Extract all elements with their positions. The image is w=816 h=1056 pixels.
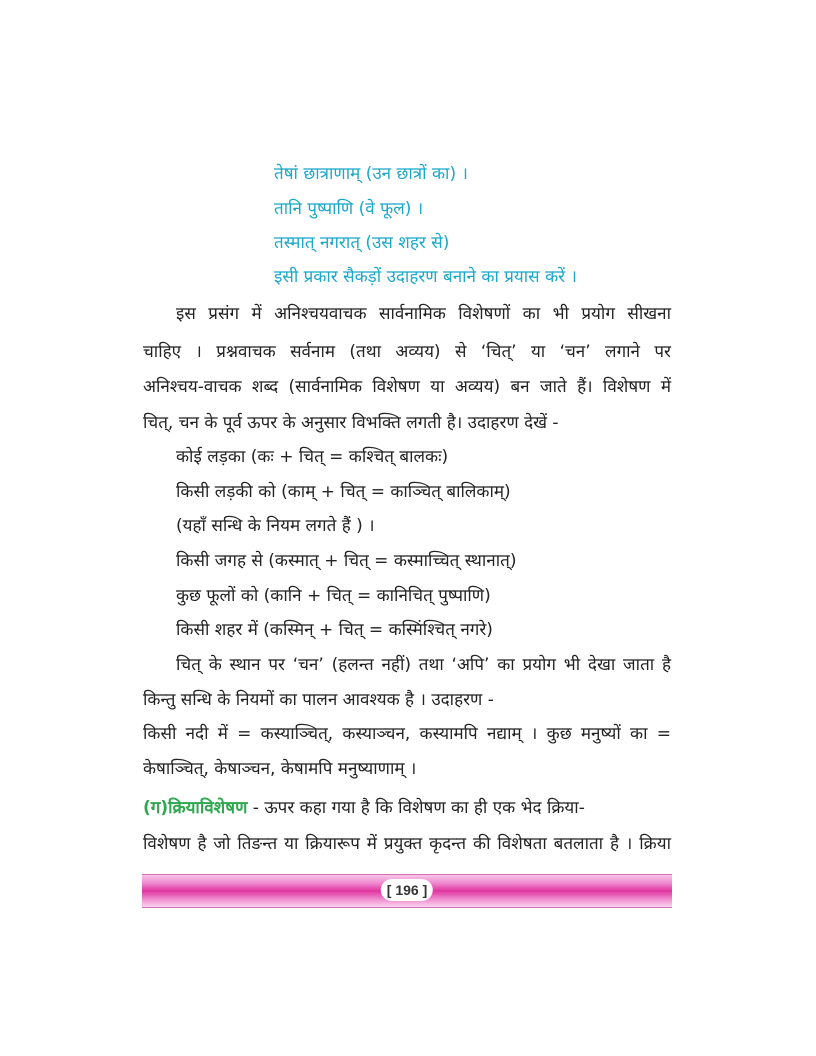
footer-band [142, 874, 672, 908]
section-heading: (ग)क्रियाविशेषण [143, 798, 248, 818]
paragraph-line: इस प्रसंग में अनिश्चयवाचक सार्वनामिक विशेषणों का भी प्रयोग सीखना [176, 304, 671, 324]
paragraph-line: विशेषण है जो तिङन्त या क्रियारूप में प्रयुक्त कृदन्त की विशेषता बतलाता है । क्रिया [143, 834, 671, 854]
list-item: किसी जगह से (कस्मात् + चित् = कस्माच्चित् स्थानात्) [176, 551, 517, 571]
paragraph-line: केषाञ्चित्, केषाञ्चन, केषामपि मनुष्याणाम् । [143, 759, 417, 779]
paragraph-line: किसी नदी में = कस्याञ्चित्, कस्याञ्चन, कस्यामपि नद्याम् । कुछ मनुष्यों का = [143, 724, 671, 744]
list-item: कोई लड़का (कः + चित् = कश्चित् बालकः) [176, 447, 449, 467]
section-intro-text: - ऊपर कहा गया है कि विशेषण का ही एक भेद क्रिया- [247, 798, 585, 818]
page-number: [ 196 ] [381, 879, 433, 901]
paragraph-line: चित् के स्थान पर ‘चन’ (हलन्त नहीं) तथा ‘अपि’ का प्रयोग भी देखा जाता है [176, 655, 671, 675]
example-line: तानि पुष्पाणि (वे फूल) । [274, 199, 424, 219]
list-item: कुछ फूलों को (कानि + चित् = कानिचित् पुष्पाणि) [176, 586, 491, 606]
paragraph-line: किन्तु सन्धि के नियमों का पालन आवश्यक है । उदाहरण - [143, 690, 494, 710]
paragraph-line: चाहिए । प्रश्नवाचक सर्वनाम (तथा अव्यय) से ‘चित्’ या ‘चन’ लगाने पर [143, 342, 671, 362]
list-item: (यहाँ सन्धि के नियम लगते हैं ) । [176, 516, 375, 536]
example-line: इसी प्रकार सैकड़ों उदाहरण बनाने का प्रयास करें । [274, 267, 577, 287]
paragraph-line: चित्, चन के पूर्व ऊपर के अनुसार विभक्ति लगती है। उदाहरण देखें - [143, 413, 559, 433]
list-item: किसी लड़की को (काम् + चित् = काञ्चित् बालिकाम्) [176, 482, 511, 502]
example-line: तेषां छात्राणाम् (उन छात्रों का) । [274, 164, 468, 184]
paragraph-line: अनिश्चय-वाचक शब्द (सार्वनामिक विशेषण या अव्यय) बन जाते हैं। विशेषण में [143, 377, 671, 397]
section-line [143, 796, 671, 820]
list-item: किसी शहर में (कस्मिन् + चित् = कस्मिंश्चित् नगरे) [176, 620, 493, 640]
example-line: तस्मात् नगरात् (उस शहर से) [274, 233, 450, 253]
